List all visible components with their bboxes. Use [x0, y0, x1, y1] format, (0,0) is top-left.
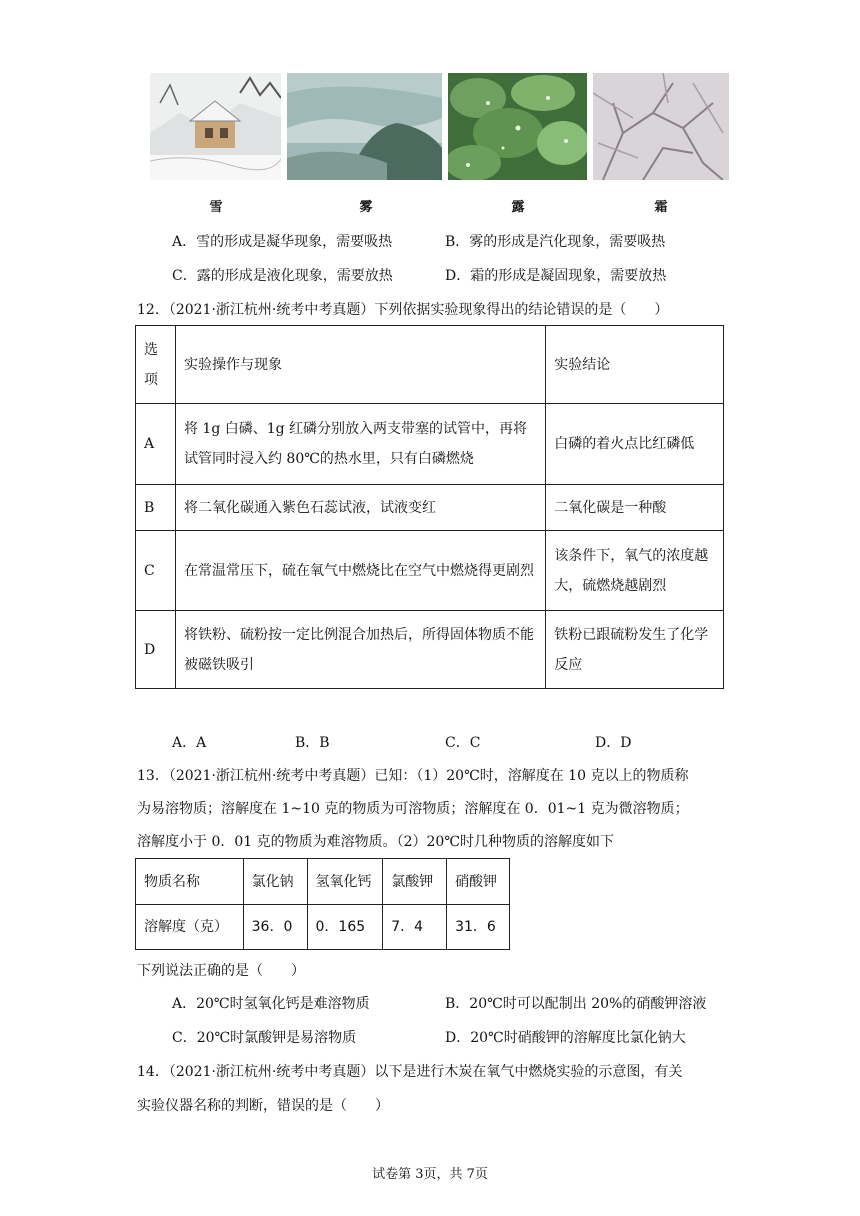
q14-line-1: 14．（2021·浙江杭州·统考中考真题）以下是进行木炭在氧气中燃烧实验的示意图，有关: [137, 1064, 683, 1080]
snow-photo: [150, 73, 281, 180]
q12-option-a: A．A: [172, 735, 207, 751]
value-kno3: 31．6: [447, 905, 510, 950]
row-operation: 将二氧化碳通入紫色石蕊试液，试液变红: [175, 485, 545, 531]
q13-solubility-table: [135, 858, 510, 950]
photo-caption-snow: 雪: [209, 200, 223, 215]
row-conclusion: 铁粉已跟硫粉发生了化学反应: [546, 611, 724, 689]
table-row: [136, 404, 724, 485]
fog-photo: [287, 73, 442, 180]
header-conclusion: 实验结论: [546, 326, 724, 404]
q12-table: [135, 325, 724, 689]
header-operation: 实验操作与现象: [175, 326, 545, 404]
q12-option-c: C．C: [445, 735, 481, 751]
q12-option-b: B．B: [295, 735, 330, 751]
header-kno3: 硝酸钾: [447, 859, 510, 905]
q12-option-d: D．D: [595, 735, 632, 751]
q11-option-a: A．雪的形成是凝华现象，需要吸热: [172, 234, 393, 250]
header-substance: 物质名称: [136, 859, 244, 905]
q13-option-d: D．20℃时硝酸钾的溶解度比氯化钠大: [445, 1030, 686, 1046]
row-operation: 在常温常压下，硫在氧气中燃烧比在空气中燃烧得更剧烈: [175, 531, 545, 611]
photo-caption-fog: 雾: [359, 200, 373, 215]
q13-option-a: A．20℃时氢氧化钙是难溶物质: [172, 996, 370, 1012]
q13-option-b: B．20℃时可以配制出 20%的硝酸钾溶液: [445, 996, 707, 1012]
row-conclusion: 白磷的着火点比红磷低: [546, 404, 724, 485]
table-row: [136, 485, 724, 531]
header-kclo3: 氯酸钾: [383, 859, 447, 905]
row-conclusion: 该条件下，氧气的浓度越大，硫燃烧越剧烈: [546, 531, 724, 611]
value-nacl: 36．0: [243, 905, 307, 950]
q11-option-c: C．露的形成是液化现象，需要放热: [172, 268, 393, 284]
photo-caption-dew: 露: [511, 200, 525, 215]
value-caoh2: 0．165: [307, 905, 383, 950]
frost-photo: [593, 73, 729, 180]
page-footer: 试卷第 3页，共 7页: [372, 1167, 488, 1182]
value-kclo3: 7．4: [383, 905, 447, 950]
dew-photo: [448, 73, 587, 180]
q14-line-2: 实验仪器名称的判断，错误的是（ ）: [137, 1098, 389, 1114]
table-row: [136, 905, 510, 950]
q13-option-c: C．20℃时氯酸钾是易溶物质: [172, 1030, 357, 1046]
header-nacl: 氯化钠: [243, 859, 307, 905]
header-caoh2: 氢氧化钙: [307, 859, 383, 905]
table-row: [136, 611, 724, 689]
row-option: A: [136, 404, 176, 485]
photo-caption-frost: 霜: [654, 200, 668, 215]
row-operation: 将铁粉、硫粉按一定比例混合加热后，所得固体物质不能被磁铁吸引: [175, 611, 545, 689]
table-row: [136, 531, 724, 611]
q13-line-3: 溶解度小于 0．01 克的物质为难溶物质。（2）20℃时几种物质的溶解度如下: [137, 834, 615, 850]
header-option: 选项: [136, 326, 176, 404]
q11-option-d: D．霜的形成是凝固现象，需要放热: [445, 268, 667, 284]
row-conclusion: 二氧化碳是一种酸: [546, 485, 724, 531]
q13-line-1: 13．（2021·浙江杭州·统考中考真题）已知：（1）20℃时，溶解度在 10 克以上的物质称: [137, 768, 689, 784]
row-option: C: [136, 531, 176, 611]
q11-option-b: B．雾的形成是汽化现象，需要吸热: [445, 234, 666, 250]
row-label: 溶解度（克）: [136, 905, 244, 950]
q12-stem: 12．（2021·浙江杭州·统考中考真题）下列依据实验现象得出的结论错误的是（ ）: [137, 302, 669, 318]
row-option: D: [136, 611, 176, 689]
table-row: [136, 326, 724, 404]
row-operation: 将 1g 白磷、1g 红磷分别放入两支带塞的试管中，再将试管同时浸入约 80℃的热水里，只有白磷燃烧: [175, 404, 545, 485]
q13-line-2: 为易溶物质；溶解度在 1~10 克的物质为可溶物质；溶解度在 0．01~1 克为微溶物质；: [137, 801, 689, 817]
table-row: [136, 859, 510, 905]
row-option: B: [136, 485, 176, 531]
q13-prompt: 下列说法正确的是（ ）: [137, 963, 305, 979]
